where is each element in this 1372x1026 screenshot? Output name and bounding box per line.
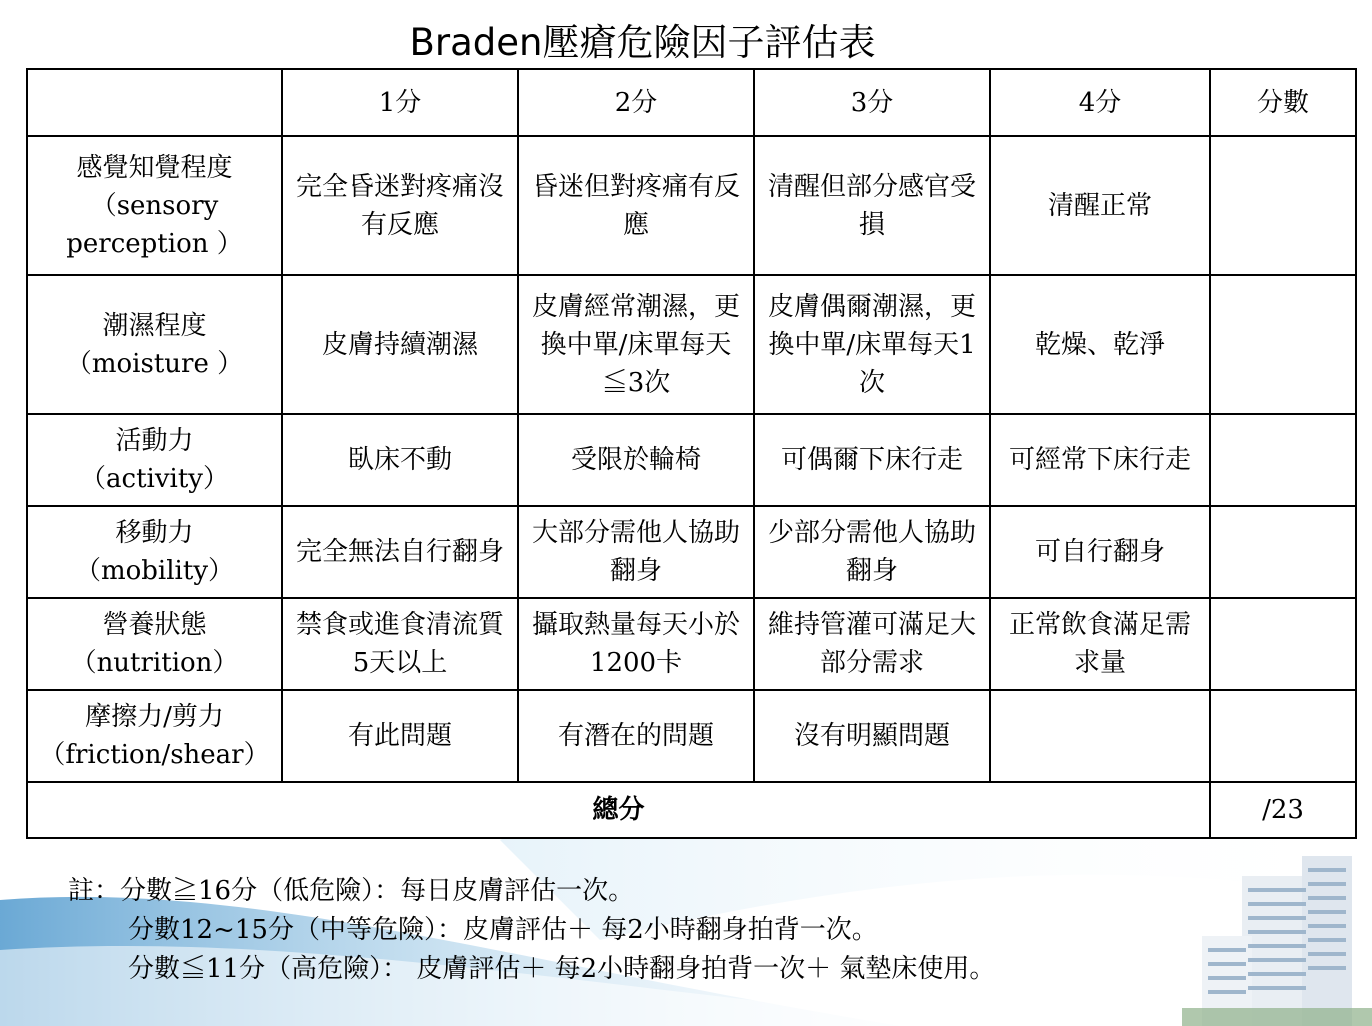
factor-zh: 營養狀態 [102,610,207,640]
criteria-cell: 少部分需他人協助翻身 [754,506,990,598]
criteria-cell: 大部分需他人協助翻身 [518,506,754,598]
criteria-cell: 皮膚持續潮濕 [282,275,518,414]
factor-zh: 感覺知覺程度 [76,152,233,183]
factor-zh: 活動力 [115,426,194,456]
table-row [27,136,1356,275]
note-high-risk: 分數≦11分（高危險）： 皮膚評估＋ 每2小時翻身拍背一次＋ 氣墊床使用。 [128,954,996,984]
criteria-cell: 有潛在的問題 [518,690,754,782]
score-input-cell[interactable] [1210,690,1356,782]
criteria-cell: 正常飲食滿足需求量 [990,598,1210,690]
criteria-cell: 沒有明顯問題 [754,690,990,782]
scoring-notes [68,872,995,989]
criteria-cell [990,690,1210,782]
total-score-value: /23 [1210,782,1356,838]
criteria-cell: 受限於輪椅 [518,414,754,506]
criteria-cell: 可自行翻身 [990,506,1210,598]
header-corner-cell [27,69,282,136]
criteria-cell: 攝取熱量每天小於1200卡 [518,598,754,690]
factor-zh: 移動力 [115,518,194,548]
factor-en: （friction/shear） [39,740,270,770]
table-row [27,690,1356,782]
note-medium-risk: 分數12~15分（中等危險）：皮膚評估＋ 每2小時翻身拍背一次。 [128,915,878,945]
score-input-cell[interactable] [1210,598,1356,690]
factor-label-moisture [27,275,282,414]
score-input-cell[interactable] [1210,136,1356,275]
total-row [27,782,1356,838]
table-row [27,414,1356,506]
criteria-cell: 乾燥、乾淨 [990,275,1210,414]
criteria-cell: 皮膚經常潮濕，更換中單/床單每天≦3次 [518,275,754,414]
criteria-cell: 臥床不動 [282,414,518,506]
factor-label-friction [27,690,282,782]
braden-assessment-table [26,68,1357,839]
factor-zh: 摩擦力/剪力 [85,702,224,732]
criteria-cell: 皮膚偶爾潮濕，更換中單/床單每天1次 [754,275,990,414]
hospital-building-image [1182,836,1372,1026]
header-score-column: 分數 [1210,69,1356,136]
factor-label-mobility [27,506,282,598]
factor-en: （nutrition） [70,648,239,678]
factor-en: （activity） [80,464,229,494]
page-title: Braden壓瘡危險因子評估表 [409,21,876,64]
note-low-risk: 註：分數≧16分（低危險）：每日皮膚評估一次。 [68,876,635,906]
factor-label-activity [27,414,282,506]
score-input-cell[interactable] [1210,414,1356,506]
criteria-cell: 維持管灌可滿足大部分需求 [754,598,990,690]
total-label: 總分 [27,782,1210,838]
header-row [27,69,1356,136]
factor-zh: 潮濕程度 [102,310,207,341]
header-score-2: 2分 [518,69,754,136]
header-score-4: 4分 [990,69,1210,136]
header-score-3: 3分 [754,69,990,136]
criteria-cell: 昏迷但對疼痛有反應 [518,136,754,275]
table-row [27,275,1356,414]
factor-en: （mobility） [74,556,235,586]
table-row [27,506,1356,598]
criteria-cell: 有此問題 [282,690,518,782]
score-input-cell[interactable] [1210,506,1356,598]
criteria-cell: 完全無法自行翻身 [282,506,518,598]
criteria-cell: 清醒但部分感官受損 [754,136,990,275]
score-input-cell[interactable] [1210,275,1356,414]
criteria-cell: 完全昏迷對疼痛沒有反應 [282,136,518,275]
criteria-cell: 禁食或進食清流質5天以上 [282,598,518,690]
criteria-cell: 可偶爾下床行走 [754,414,990,506]
factor-label-sensory [27,136,282,275]
factor-en: （moisture ） [65,348,244,379]
criteria-cell: 可經常下床行走 [990,414,1210,506]
factor-label-nutrition [27,598,282,690]
table-row [27,598,1356,690]
factor-en: （sensory perception ） [66,190,243,259]
criteria-cell: 清醒正常 [990,136,1210,275]
header-score-1: 1分 [282,69,518,136]
